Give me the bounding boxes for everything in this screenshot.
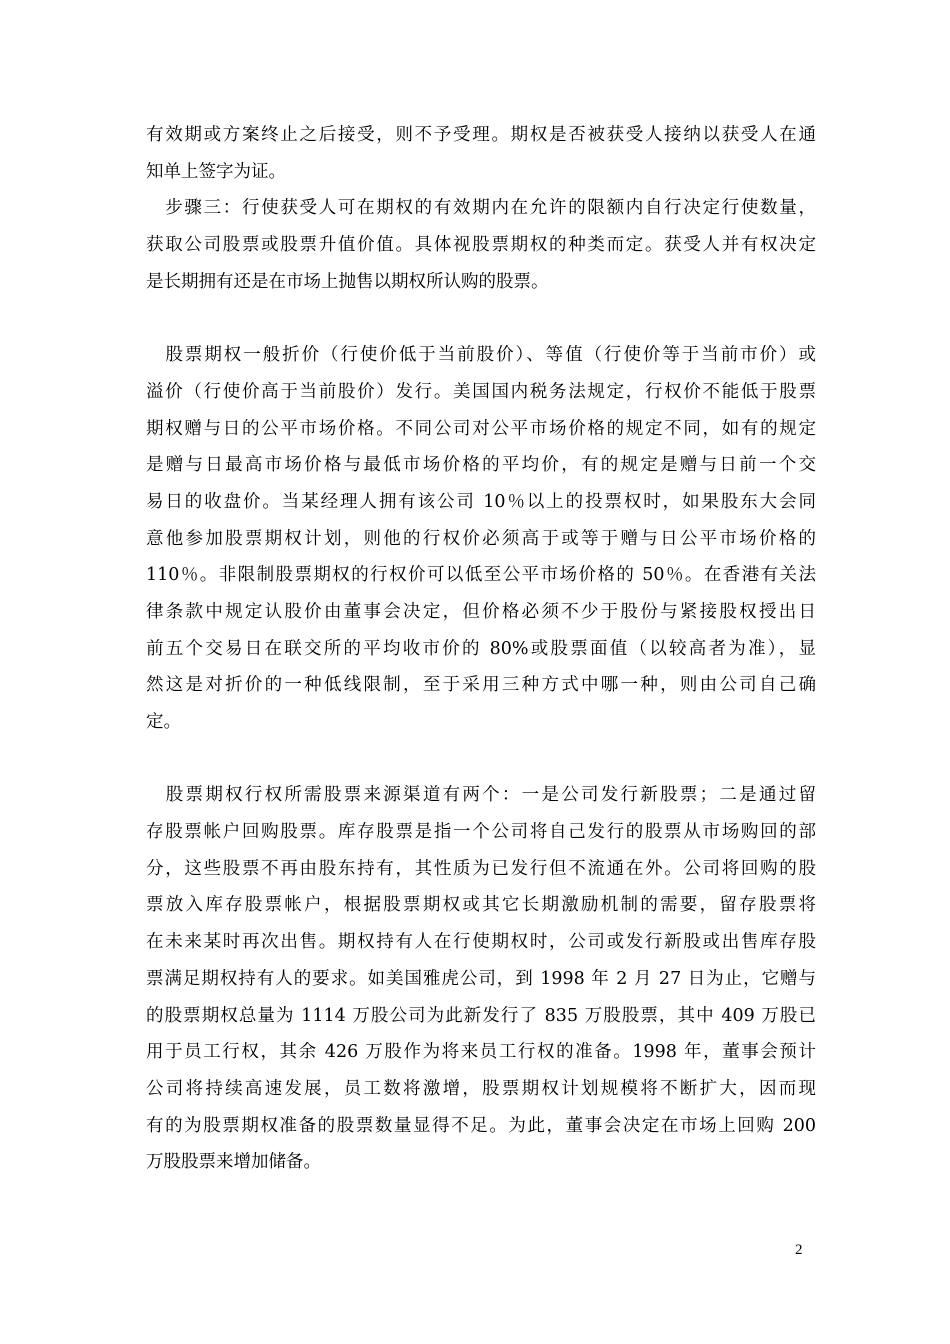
text-line: 在未来某时再次出售。期权持有人在行使期权时，公司或发行新股或出售库存股: [146, 932, 816, 953]
text-line: 110％。非限制股票期权的行权价可以低至公平市场价格的 50％。在香港有关法: [146, 565, 816, 586]
text-line: 股票期权行权所需股票来源渠道有两个：一是公司发行新股票；二是通过留: [146, 785, 816, 806]
text-line: 易日的收盘价。当某经理人拥有该公司 10％以上的投票权时，如果股东大会同: [146, 491, 816, 512]
text-line: 分，这些股票不再由股东持有，其性质为已发行但不流通在外。公司将回购的股: [146, 858, 816, 879]
text-line: 溢价（行使价高于当前股价）发行。美国国内税务法规定，行权价不能低于股票: [146, 381, 816, 402]
text-line: 前五个交易日在联交所的平均收市价的 80%或股票面值（以较高者为准），显: [146, 638, 816, 659]
paragraph: [146, 117, 816, 190]
text-line: 然这是对折价的一种低线限制，至于采用三种方式中哪一种，则由公司自己确: [146, 675, 816, 696]
text-line: 知单上签字为证。: [146, 161, 286, 182]
text-line: 定。: [146, 712, 181, 732]
text-line: 票满足期权持有人的要求。如美国雅虎公司，到 1998 年 2 月 27 日为止，它赠与: [146, 968, 816, 989]
paragraph: [146, 337, 816, 741]
text-line: 期权赠与日的公平市场价格。不同公司对公平市场价格的规定不同，如有的规定: [146, 418, 816, 439]
text-line: 律条款中规定认股价由董事会决定，但价格必须不少于股份与紧接股权授出日: [146, 601, 816, 622]
text-line: 获取公司股票或股票升值价值。具体视股票期权的种类而定。获受人并有权决定: [146, 235, 816, 256]
page-number: 2: [795, 1242, 803, 1258]
paragraph: [146, 190, 816, 300]
text-line: 存股票帐户回购股票。库存股票是指一个公司将自己发行的股票从市场购回的部: [146, 822, 816, 843]
text-line: 股票期权一般折价（行使价低于当前股价）、等值（行使价等于当前市价）或: [146, 345, 816, 366]
text-line: 有效期或方案终止之后接受，则不予受理。期权是否被获受人接纳以获受人在通: [146, 125, 816, 145]
text-line: 票放入库存股票帐户，根据股票期权或其它长期激励机制的需要，留存股票将: [146, 895, 816, 916]
text-line: 公司将持续高速发展，员工数将激增，股票期权计划规模将不断扩大，因而现: [146, 1078, 816, 1099]
paragraph: [146, 777, 816, 1181]
text-line: 是长期拥有还是在市场上抛售以期权所认购的股票。: [146, 271, 549, 292]
paragraph-spacer: [146, 741, 816, 778]
text-line: 用于员工行权，其余 426 万股作为将来员工行权的准备。1998 年，董事会预计: [146, 1042, 816, 1063]
text-line: 步骤三：行使获受人可在期权的有效期内在允许的限额内自行决定行使数量，: [146, 198, 816, 219]
text-line: 有的为股票期权准备的股票数量显得不足。为此，董事会决定在市场上回购 200: [146, 1115, 816, 1136]
text-line: 的股票期权总量为 1114 万股公司为此新发行了 835 万股股票，其中 409 万股已: [146, 1005, 816, 1026]
body-text: [146, 117, 816, 1181]
paragraph-spacer: [146, 300, 816, 337]
text-line: 意他参加股票期权计划，则他的行权价必须高于或等于赠与日公平市场价格的: [146, 528, 816, 549]
text-line: 万股股票来增加储备。: [146, 1152, 321, 1173]
text-line: 是赠与日最高市场价格与最低市场价格的平均价，有的规定是赠与日前一个交: [146, 455, 816, 476]
